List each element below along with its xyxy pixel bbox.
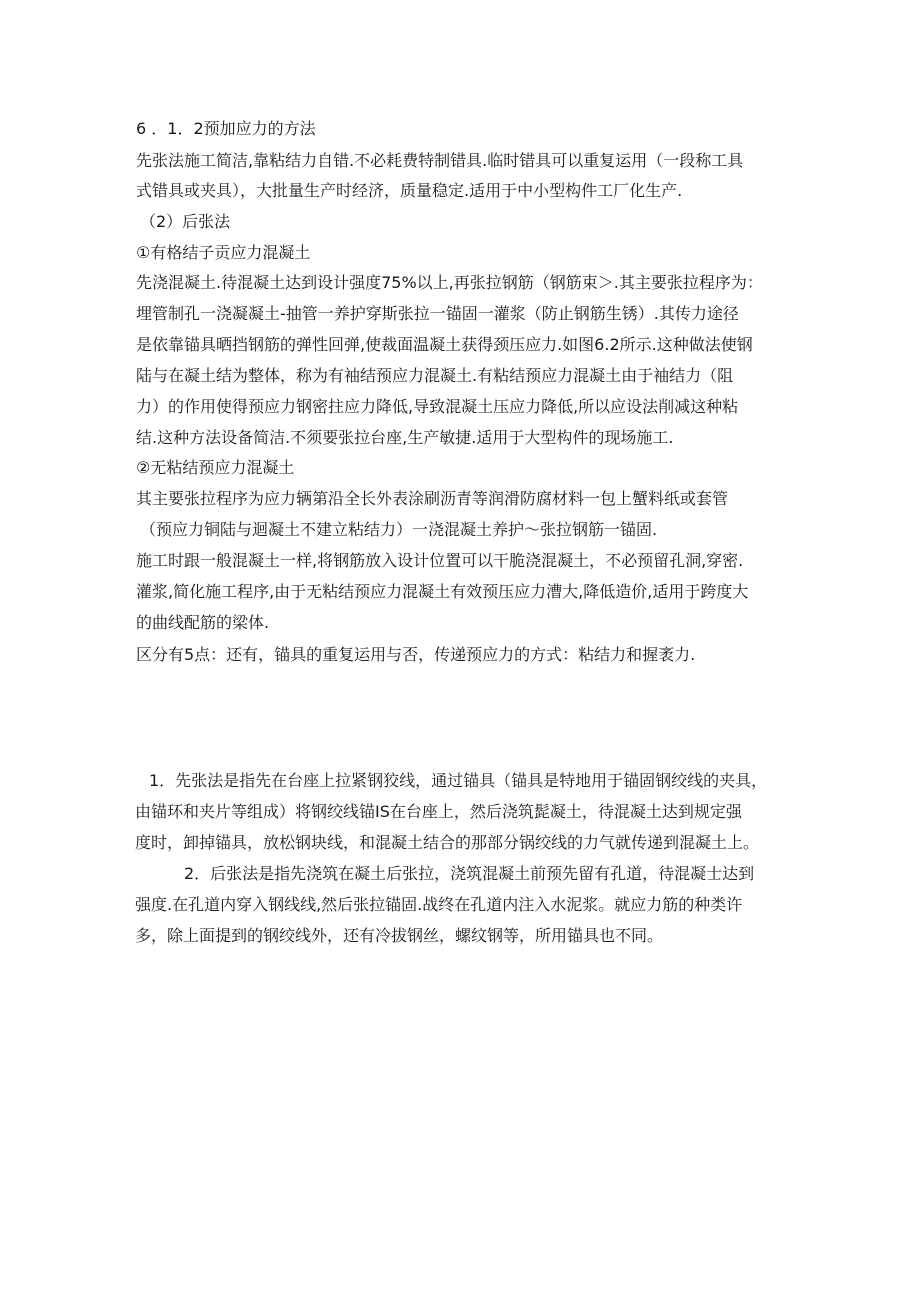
paragraph-line: 埋管制孔一浇凝凝土-抽管一养护穿斯张拉一锚固一灌浆（防止钢筋生锈）.其传力途径 — [136, 304, 739, 323]
paragraph-line: （预应力铜陆与迴凝土不建立粘结力）一浇混凝土养护～张拉钢筋一锚固. — [140, 520, 658, 539]
section-heading: 6 ．1．2预加应力的方法 — [136, 119, 316, 138]
paragraph-line: 度时，卸掉锚具，放松钢块线，和混凝土结合的那部分锅绞线的力气就传递到混凝土上。 — [135, 833, 760, 852]
paragraph-line: 式错具或夹具），大批量生产时经济，质量稳定.适用于中小型构件工厂化生产. — [136, 181, 683, 200]
item-title: ②无粘结预应力混凝土 — [136, 458, 295, 477]
paragraph-line: 1．先张法是指先在台座上拉紧钢狡线，通过锚具（锚具是特地用于锚固钢绞线的夹具， — [149, 771, 768, 790]
paragraph-line: 区分有5点：还有，锚具的重复运用与否，传递预应力的方式：粘结力和握袤力. — [136, 645, 696, 664]
paragraph-line: 是依靠锚具晒挡钢筋的弹性回弹,使裁面温凝土获得颈压应力.如图6.2所示.这种做法使钢 — [136, 335, 753, 354]
paragraph-line: 强度.在孔道内穿入钢线线,然后张拉锚固.战终在孔道内注入水泥浆。就应力筋的种类许 — [135, 895, 743, 914]
paragraph-line: 多，除上面提到的钢绞线外，还有冷拔钢丝，螺纹钢等，所用锚具也不同。 — [135, 926, 664, 945]
paragraph-line: 灌浆,简化施工程序,由于无粘结预应力混凝土有效预压应力漕大,降低造价,适用于跨度大 — [136, 582, 749, 601]
paragraph-line: 先浇混凝土.待混凝土达到设计强度75%以上,再张拉钢筋（钢筋束＞.其主要张拉程序为： — [136, 273, 763, 292]
paragraph-line: 2．后张法是指先浇筑在凝土后张拉，浇筑混凝土前预先留有孔道，待混凝士达到 — [184, 864, 755, 883]
paragraph-line: 陆与在凝土结为整体，称为有袖结预应力混凝土.有粘结预应力混凝土由于袖结力（阻 — [136, 366, 734, 385]
paragraph-line: 结.这种方法设备简洁.不须要张拉台座,生产敏捷.适用于大型构件的现场施工. — [136, 428, 674, 447]
paragraph-line: 其主要张拉程序为应力辆第沿全长外表涂刷沥青等润滑防腐材料一包上蟹料纸或套管 — [136, 489, 729, 508]
paragraph-line: 由锚环和夹片等组成）将钢绞线锚IS在台座上，然后浇筑髭凝土，待混凝土达到规定强 — [135, 802, 742, 821]
paragraph-line: 施工时跟一般混凝土一样,将钢筋放入设计位置可以干脆浇混凝土，不必预留孔洞,穿密. — [136, 551, 744, 570]
item-title: ①有格结子贡应力混凝土 — [136, 243, 311, 262]
sub-heading: （2）后张法 — [140, 212, 231, 231]
paragraph-line: 的曲线配筋的梁体. — [136, 613, 270, 632]
paragraph-line: 先张法施工简洁,靠粘结力自错.不必耗费特制错具.临时错具可以重复运用（一段称工具 — [136, 151, 744, 170]
paragraph-line: 力）的作用使得预应力钢密拄应力降低,导致混凝土压应力降低,所以应设法削减这种粘 — [136, 397, 739, 416]
